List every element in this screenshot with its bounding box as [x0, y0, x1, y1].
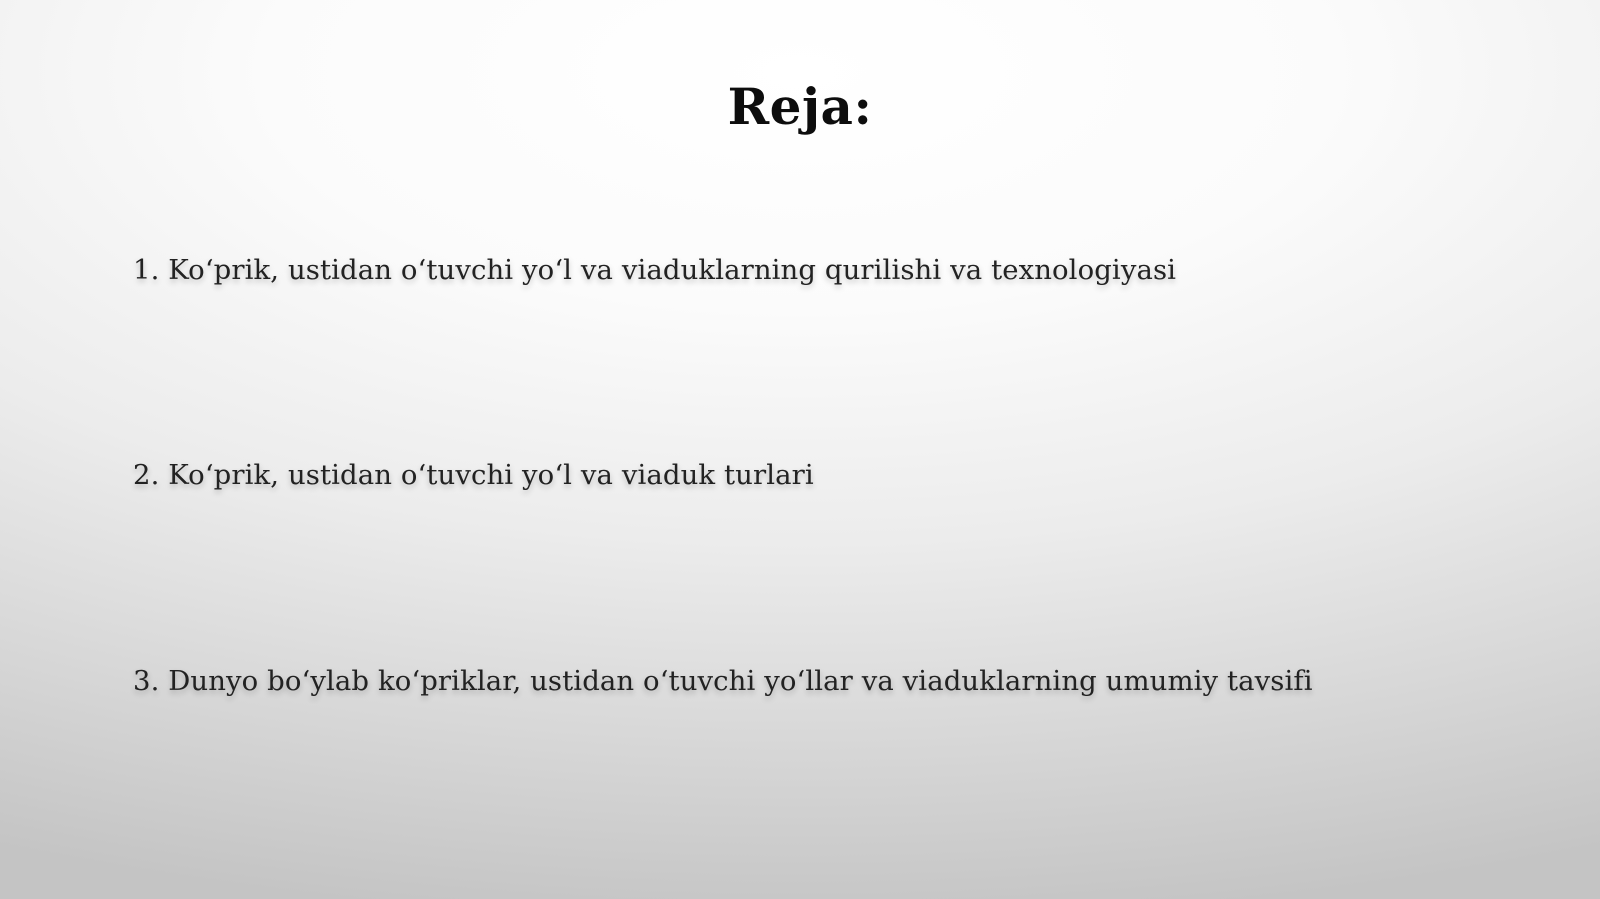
- plan-item-3: 3. Dunyo bo‘ylab ko‘priklar, ustidan o‘tuvchi yo‘llar va viaduklarning umumiy tavsifi: [133, 665, 1313, 697]
- plan-item-2: 2. Ko‘prik, ustidan o‘tuvchi yo‘l va viaduk turlari: [133, 459, 814, 491]
- plan-item-1: 1. Ko‘prik, ustidan o‘tuvchi yo‘l va viaduklarning qurilishi va texnologiyasi: [133, 254, 1177, 286]
- slide-title: Reja:: [727, 76, 873, 136]
